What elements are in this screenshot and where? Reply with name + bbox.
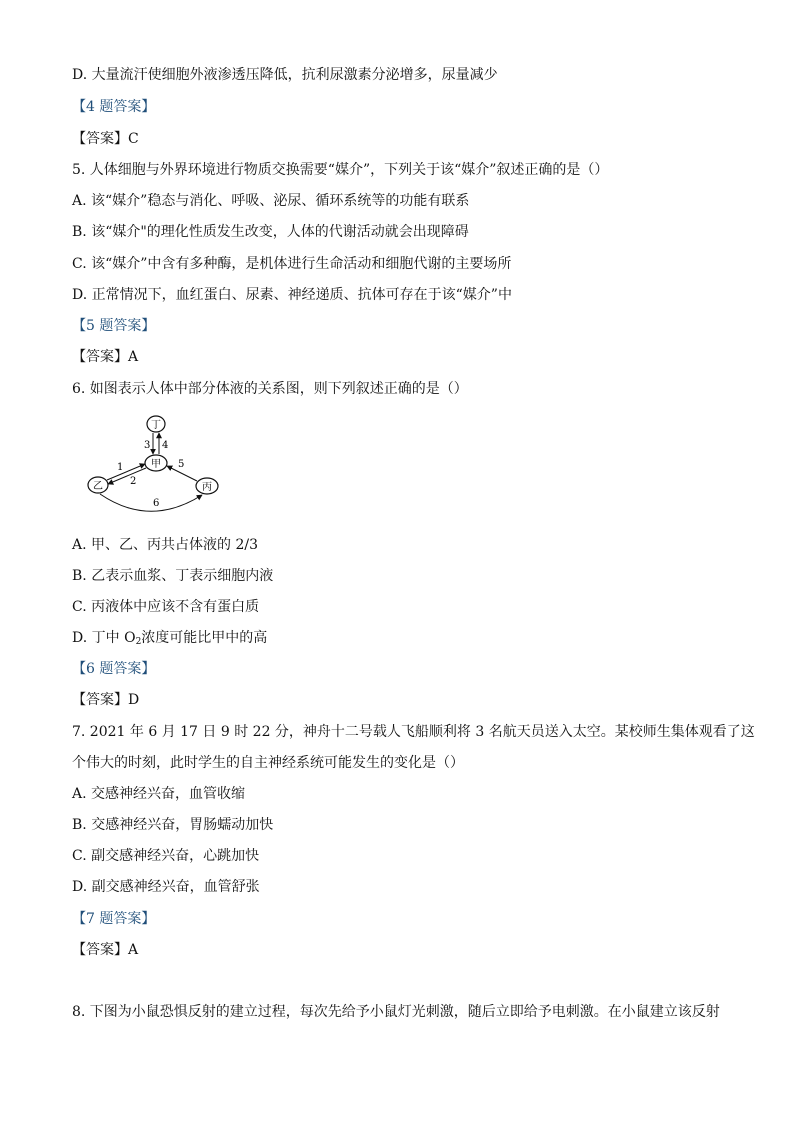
body-fluid-diagram [80,410,230,525]
arrow-2 [108,468,146,484]
label-3: 3 [144,440,151,451]
arrow-1 [107,464,145,480]
q5-option-d: D. 正常情况下，血红蛋白、尿素、神经递质、抗体可存在于该“媒介”中 [72,287,512,303]
label-6: 6 [153,498,160,509]
answer-label: 【答案】 [72,349,128,365]
q5-answer [72,348,138,366]
svg-text:丁: 丁 [151,420,161,431]
label-5: 5 [178,459,185,470]
q7-option-b: B. 交感神经兴奋，胃肠蠕动加快 [72,817,274,833]
node-jia [145,455,167,471]
q7-stem-line1: 7. 2021 年 6 月 17 日 9 时 22 分，神舟十二号载人飞船顺利将 3 名航天员送入太空。某校师生集体观看了这 [72,724,755,740]
answer-value: A [128,349,139,365]
q7-answer-tag: 【7 题答案】 [72,911,156,927]
q5-option-b: B. 该“媒介"的理化性质发生改变，人体的代谢活动就会出现障碍 [72,224,469,240]
answer-label: 【答案】 [72,131,128,147]
label-4: 4 [162,440,169,451]
q4-answer-tag: 【4 题答案】 [72,99,156,115]
svg-text:甲: 甲 [151,459,161,470]
node-ding [147,416,165,432]
q4-answer [72,130,139,148]
answer-value: A [128,942,139,958]
q7-option-d: D. 副交感神经兴奋，血管舒张 [72,879,260,895]
q6-answer [72,691,139,709]
q7-stem-line2: 个伟大的时刻，此时学生的自主神经系统可能发生的变化是（） [72,755,464,771]
option-d-text-pre: D. 丁中 O [72,630,136,646]
q6-stem: 6. 如图表示人体中部分体液的关系图，则下列叙述正确的是（） [72,381,468,397]
q5-stem: 5. 人体细胞与外界环境进行物质交换需要“媒介”，下列关于该“媒介”叙述正确的是（） [72,162,609,178]
q7-option-c: C. 副交感神经兴奋，心跳加快 [72,848,260,864]
answer-value: D [128,692,140,708]
q5-option-a: A. 该“媒介”稳态与消化、呼吸、泌尿、循环系统等的功能有联系 [72,193,470,209]
label-1: 1 [117,462,124,473]
q4-option-d: D. 大量流汗使细胞外液渗透压降低，抗利尿激素分泌增多，尿量减少 [72,67,498,83]
answer-label: 【答案】 [72,942,128,958]
arrow-6 [100,494,202,511]
q6-answer-tag: 【6 题答案】 [72,661,156,677]
node-yi [88,477,108,493]
q6-option-a: A. 甲、乙、丙共占体液的 2/3 [72,537,258,553]
option-d-text-post: 浓度可能比甲中的高 [141,630,268,646]
option-d-subscript: 2 [135,637,142,647]
q5-option-c: C. 该“媒介”中含有多种酶，是机体进行生命活动和细胞代谢的主要场所 [72,256,512,272]
svg-text:丙: 丙 [202,482,212,493]
q6-option-d [72,629,267,651]
q8-stem-line1: 8. 下图为小鼠恐惧反射的建立过程，每次先给予小鼠灯光刺激，随后立即给予电刺激。在小鼠建立该反射 [72,1004,720,1020]
answer-label: 【答案】 [72,692,128,708]
answer-value: C [128,131,139,147]
node-bing [196,478,218,494]
label-2: 2 [130,476,137,487]
q6-option-c: C. 丙液体中应该不含有蛋白质 [72,599,260,615]
q6-option-b: B. 乙表示血浆、丁表示细胞内液 [72,568,274,584]
q5-answer-tag: 【5 题答案】 [72,318,156,334]
q7-answer [72,941,138,959]
q7-option-a: A. 交感神经兴奋，血管收缩 [72,786,246,802]
svg-text:乙: 乙 [93,481,103,492]
